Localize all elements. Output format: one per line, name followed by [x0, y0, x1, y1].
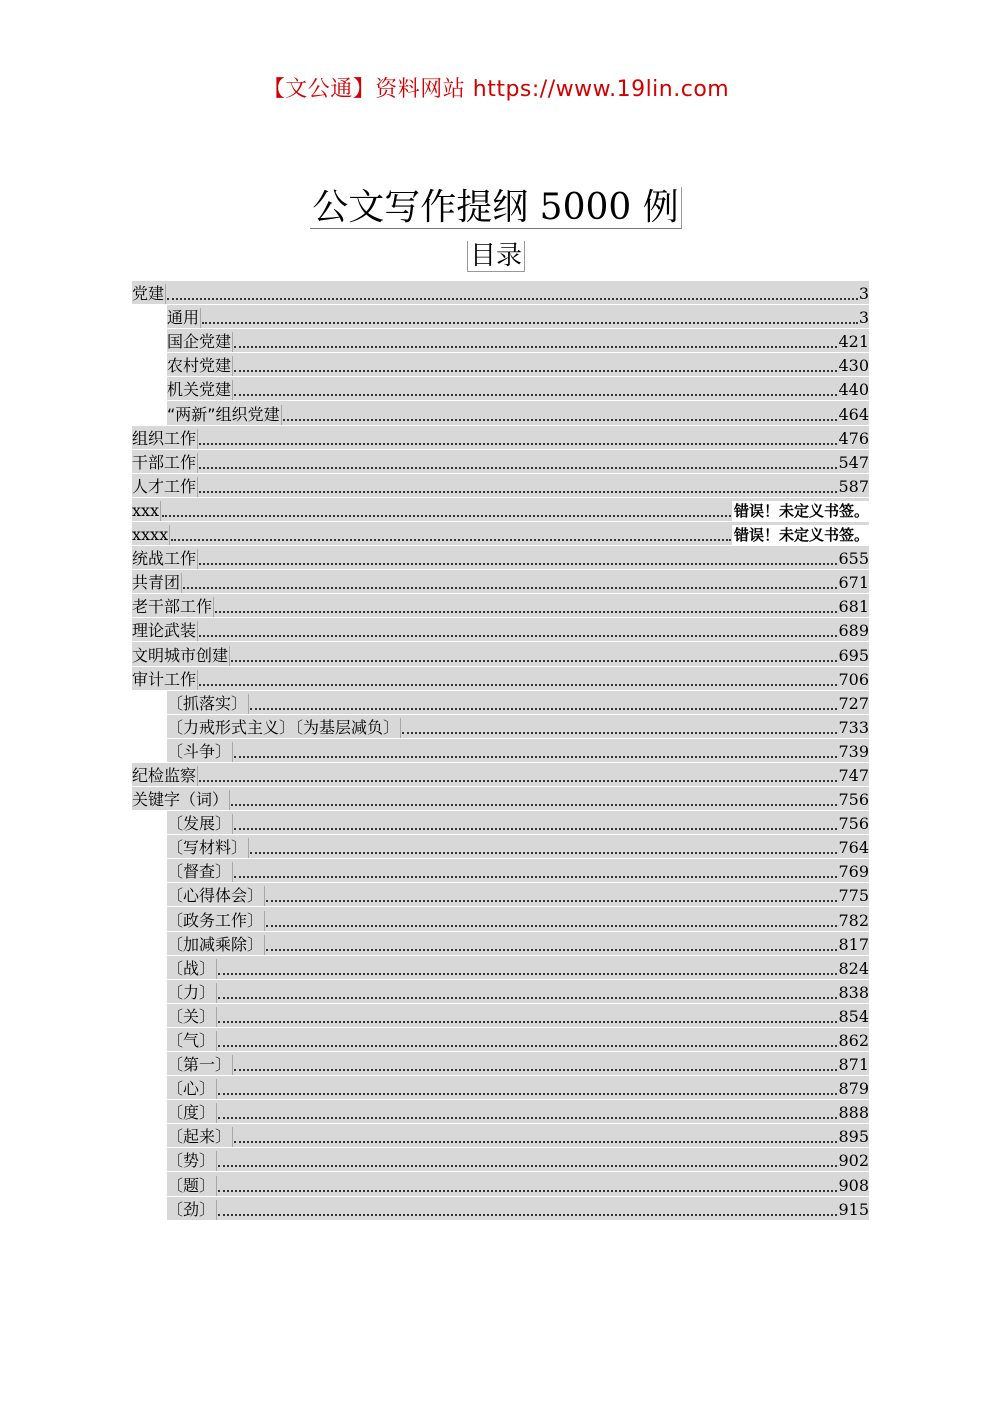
- toc-entry-label: 统战工作: [132, 549, 197, 569]
- toc-entry-label: 通用: [167, 308, 200, 328]
- dot-leader: [215, 610, 837, 613]
- toc-entry-label: xxx: [132, 500, 160, 520]
- toc-entry-label: 组织工作: [132, 428, 197, 448]
- dot-leader: [234, 1140, 837, 1143]
- toc-entry[interactable]: [167, 1100, 869, 1124]
- toc-entry-label: 农村党建: [167, 356, 232, 376]
- dot-leader: [231, 803, 837, 806]
- toc-entry-label: 〔第一〕: [167, 1055, 232, 1075]
- toc-entry-label: 〔势〕: [167, 1151, 216, 1171]
- toc-entry-page: 747: [838, 765, 869, 785]
- toc-entry[interactable]: [167, 377, 869, 401]
- toc-entry-page: 817: [838, 934, 869, 954]
- dot-leader: [167, 297, 858, 300]
- toc-entry-page: 706: [838, 669, 869, 689]
- toc-entry[interactable]: [167, 329, 869, 353]
- toc-entry-page: 695: [838, 645, 869, 665]
- toc-entry-page: 764: [838, 838, 869, 858]
- toc-entry[interactable]: [167, 956, 869, 980]
- toc-entry-label: 关键字（词）: [132, 790, 229, 810]
- site-banner: 【文公通】资料网站 https://www.19lin.com: [262, 77, 730, 102]
- toc-entry-page: 739: [838, 741, 869, 761]
- toc-entry[interactable]: [167, 980, 869, 1004]
- toc-entry[interactable]: [167, 1052, 869, 1076]
- toc-entry-page: 838: [838, 982, 869, 1002]
- toc-entry[interactable]: [167, 305, 869, 329]
- toc-entry[interactable]: [132, 450, 869, 474]
- toc-entry-label: 干部工作: [132, 452, 197, 472]
- toc-entry-page: 3: [858, 284, 869, 304]
- toc-entry[interactable]: [167, 691, 869, 715]
- toc-heading-text: 目录: [467, 241, 525, 272]
- toc-entry[interactable]: [167, 1124, 869, 1148]
- dot-leader: [199, 466, 837, 469]
- toc-entry[interactable]: [132, 281, 869, 305]
- toc-entry[interactable]: [167, 932, 869, 956]
- toc-entry-label: 机关党建: [167, 380, 232, 400]
- toc-entry[interactable]: [167, 1028, 869, 1052]
- toc-entry-page: 902: [838, 1151, 869, 1171]
- toc-entry-page: 727: [838, 693, 869, 713]
- dot-leader: [234, 827, 837, 830]
- dot-leader: [199, 562, 837, 565]
- toc-entry[interactable]: [132, 642, 869, 666]
- toc-entry-page: 895: [838, 1127, 869, 1147]
- dot-leader: [199, 779, 837, 782]
- dot-leader: [199, 634, 837, 637]
- dot-leader: [234, 755, 837, 758]
- dot-leader: [162, 514, 731, 517]
- toc-entry-page: 879: [838, 1079, 869, 1099]
- toc-entry-label: “两新”组织党建: [167, 404, 280, 424]
- toc-entry-label: 国企党建: [167, 332, 232, 352]
- toc-entry[interactable]: [167, 883, 869, 907]
- toc-entry[interactable]: [167, 715, 869, 739]
- dot-leader: [234, 345, 837, 348]
- toc-entry[interactable]: [132, 594, 869, 618]
- dot-leader: [234, 369, 837, 372]
- toc-entry[interactable]: [167, 1148, 869, 1172]
- toc-entry[interactable]: [167, 401, 869, 425]
- toc-entry[interactable]: [132, 787, 869, 811]
- toc-entry-label: 〔气〕: [167, 1031, 216, 1050]
- toc-entry-label: 人才工作: [132, 476, 197, 496]
- toc-entry[interactable]: [167, 811, 869, 835]
- dot-leader: [266, 948, 837, 951]
- dot-leader: [231, 659, 837, 662]
- toc-entry[interactable]: [132, 474, 869, 498]
- toc-entry-page: 908: [838, 1175, 869, 1195]
- toc-entry-label: 〔战〕: [167, 958, 216, 978]
- toc-entry-label: 老干部工作: [132, 597, 213, 617]
- toc-entry[interactable]: [167, 1197, 869, 1221]
- dot-leader: [234, 875, 837, 878]
- toc-entry[interactable]: [132, 498, 869, 522]
- dot-leader: [171, 538, 731, 541]
- toc-entry-label: 理论武装: [132, 621, 197, 641]
- dot-leader: [266, 899, 837, 902]
- dot-leader: [218, 1020, 837, 1023]
- toc-entry[interactable]: [167, 739, 869, 763]
- toc-entry-page: 587: [838, 476, 869, 496]
- table-of-contents: [132, 281, 869, 1221]
- dot-leader: [218, 1116, 837, 1119]
- toc-entry-page: 782: [838, 910, 869, 930]
- toc-entry-label: 党建: [132, 284, 165, 304]
- toc-entry-label: 〔题〕: [167, 1175, 216, 1195]
- toc-entry[interactable]: [132, 763, 869, 787]
- toc-entry[interactable]: [167, 907, 869, 931]
- dot-leader: [218, 996, 837, 999]
- dot-leader: [218, 1189, 837, 1192]
- toc-entry-label: 纪检监察: [132, 765, 197, 785]
- dot-leader: [218, 1092, 837, 1095]
- toc-entry-page: 888: [838, 1103, 869, 1123]
- toc-entry-error: 错误！未定义书签。: [733, 501, 869, 520]
- toc-entry[interactable]: [167, 1172, 869, 1196]
- dot-leader: [218, 1044, 837, 1047]
- dot-leader: [234, 1068, 837, 1071]
- dot-leader: [283, 418, 838, 421]
- dot-leader: [183, 586, 837, 589]
- toc-entry-error: 错误！未定义书签。: [733, 526, 869, 545]
- toc-entry[interactable]: [132, 570, 869, 594]
- document-title-text: 公文写作提纲 5000 例: [310, 187, 682, 229]
- toc-entry-page: 689: [838, 621, 869, 641]
- dot-leader: [218, 1213, 837, 1216]
- toc-entry-page: 3: [858, 308, 869, 328]
- toc-entry-label: 〔起来〕: [167, 1127, 232, 1147]
- toc-entry[interactable]: [132, 667, 869, 691]
- document-title: [0, 186, 992, 230]
- toc-entry-label: 〔劲〕: [167, 1199, 216, 1219]
- toc-entry-page: 655: [838, 549, 869, 569]
- dot-leader: [266, 924, 837, 927]
- toc-entry-label: 〔心得体会〕: [167, 886, 264, 906]
- toc-entry[interactable]: [132, 426, 869, 450]
- toc-entry-page: 421: [838, 332, 869, 352]
- toc-entry-label: 〔度〕: [167, 1103, 216, 1123]
- toc-entry[interactable]: [167, 835, 869, 859]
- toc-entry-label: 〔督查〕: [167, 862, 232, 882]
- toc-entry-label: 〔力〕: [167, 982, 216, 1002]
- toc-entry-label: 〔斗争〕: [167, 741, 232, 761]
- toc-entry[interactable]: [167, 353, 869, 377]
- toc-entry-page: 547: [838, 452, 869, 472]
- toc-entry-label: xxxx: [132, 525, 169, 545]
- toc-entry-page: 775: [838, 886, 869, 906]
- toc-entry-page: 671: [838, 573, 869, 593]
- toc-entry-page: 756: [838, 790, 869, 810]
- toc-entry-label: 〔心〕: [167, 1079, 216, 1099]
- dot-leader: [199, 490, 837, 493]
- dot-leader: [199, 442, 837, 445]
- toc-entry[interactable]: [167, 1076, 869, 1100]
- toc-entry-page: 854: [838, 1006, 869, 1026]
- toc-entry-page: 681: [838, 597, 869, 617]
- dot-leader: [250, 707, 837, 710]
- toc-entry-page: 862: [838, 1031, 869, 1050]
- toc-entry-label: 〔加减乘除〕: [167, 934, 264, 954]
- dot-leader: [402, 731, 837, 734]
- dot-leader: [218, 1164, 837, 1167]
- toc-entry-label: 〔抓落实〕: [167, 693, 248, 713]
- toc-entry-label: 〔力戒形式主义〕〔为基层减负〕: [167, 717, 400, 737]
- toc-entry-page: 430: [838, 356, 869, 376]
- dot-leader: [199, 683, 837, 686]
- toc-entry[interactable]: [167, 1004, 869, 1028]
- dot-leader: [218, 972, 837, 975]
- toc-entry[interactable]: [132, 522, 869, 546]
- dot-leader: [234, 393, 837, 396]
- toc-entry-label: 〔写材料〕: [167, 838, 248, 858]
- toc-entry-page: 824: [838, 958, 869, 978]
- dot-leader: [202, 321, 858, 324]
- toc-entry-page: 476: [838, 428, 869, 448]
- toc-entry-page: 440: [838, 380, 869, 400]
- toc-entry[interactable]: [132, 618, 869, 642]
- toc-entry[interactable]: [167, 859, 869, 883]
- toc-entry-label: 共青团: [132, 573, 181, 593]
- toc-entry-page: 464: [838, 404, 869, 424]
- toc-entry-page: 733: [838, 717, 869, 737]
- toc-entry-page: 769: [838, 862, 869, 882]
- toc-entry-page: 915: [838, 1199, 869, 1219]
- toc-entry-label: 〔发展〕: [167, 814, 232, 834]
- toc-entry-label: 文明城市创建: [132, 645, 229, 665]
- toc-entry-page: 756: [838, 814, 869, 834]
- toc-entry-label: 〔政务工作〕: [167, 910, 264, 930]
- toc-entry-label: 审计工作: [132, 669, 197, 689]
- toc-entry-page: 871: [838, 1055, 869, 1075]
- toc-entry[interactable]: [132, 546, 869, 570]
- dot-leader: [250, 851, 837, 854]
- toc-heading: [0, 238, 992, 274]
- toc-entry-label: 〔关〕: [167, 1006, 216, 1026]
